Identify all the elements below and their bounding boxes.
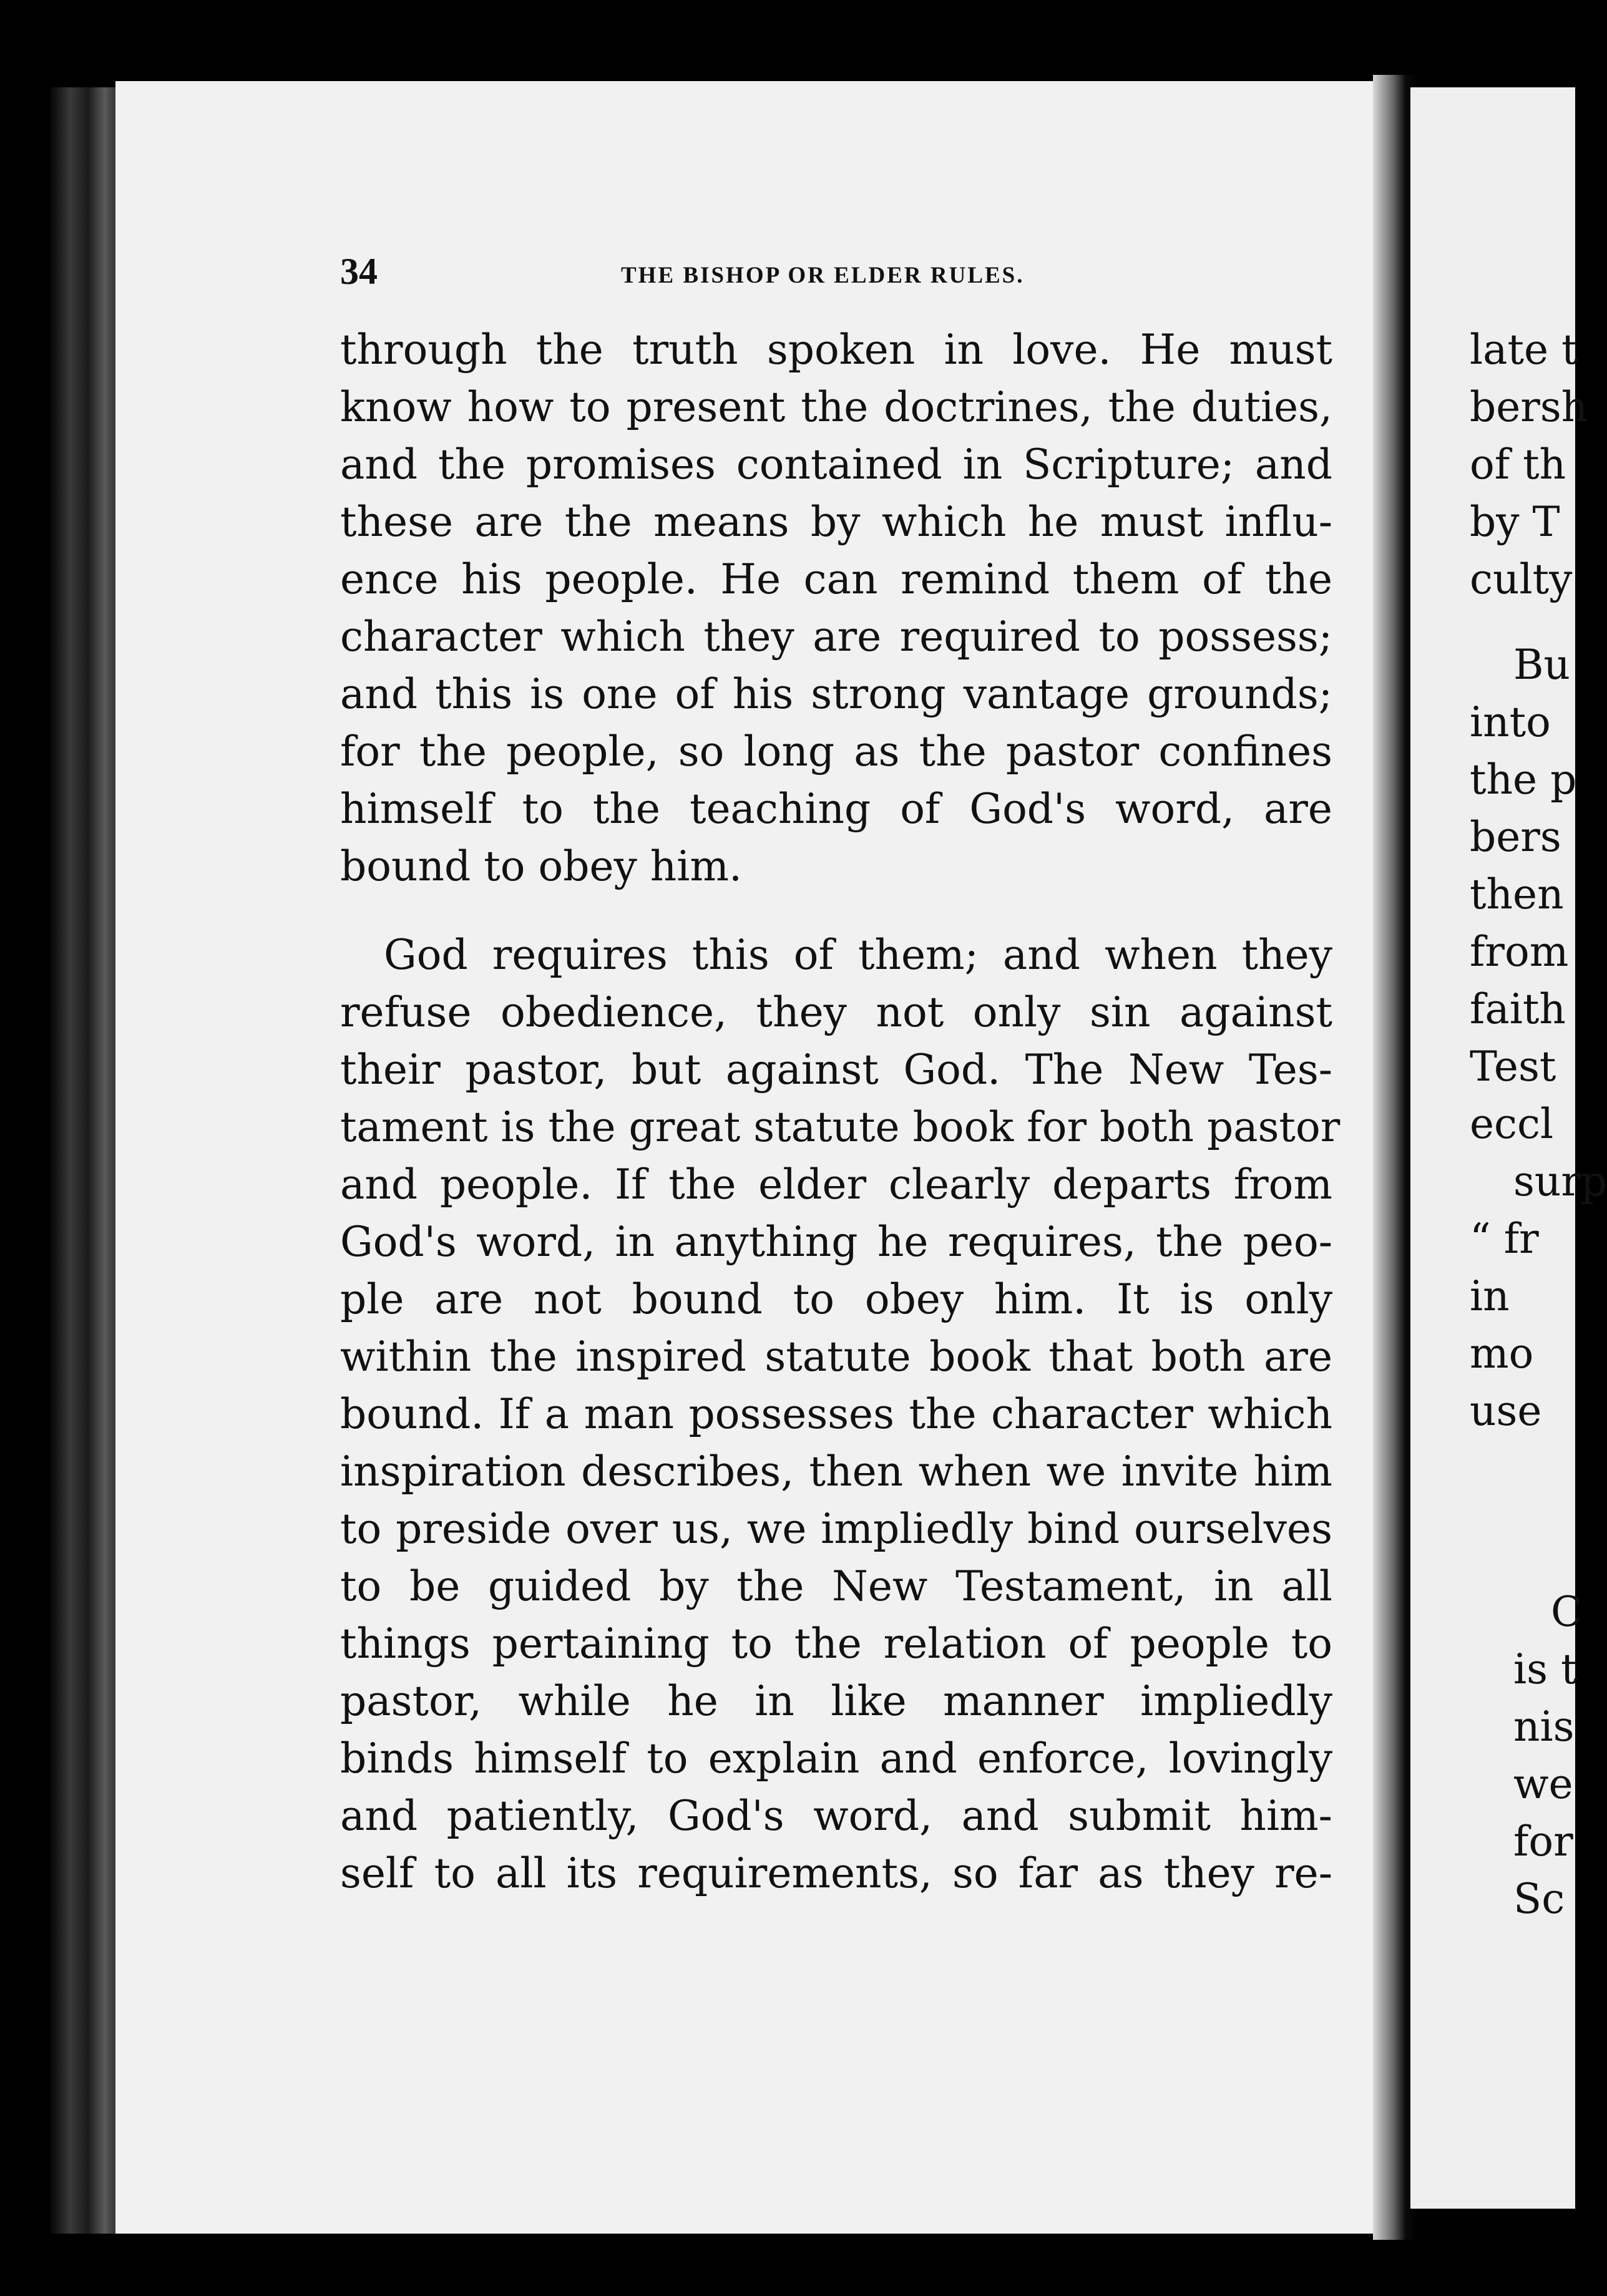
- text-line: himself to the teaching of God's word, are: [340, 785, 1332, 833]
- fragment-line: culty: [1470, 555, 1573, 603]
- text-line: know how to present the doctrines, the duties,: [340, 383, 1332, 431]
- fragment-gap: [1470, 1440, 1575, 1583]
- fragment-line: bers: [1470, 813, 1561, 861]
- text-line: to preside over us, we impliedly bind ourselves: [340, 1505, 1332, 1553]
- text-line: binds himself to explain and enforce, lovingly: [340, 1734, 1332, 1783]
- fragment-line: mo: [1470, 1330, 1534, 1378]
- text-line: pastor, while he in like manner impliedly: [340, 1677, 1332, 1725]
- fragment-line: from: [1470, 928, 1569, 976]
- fragment-line: nis: [1513, 1703, 1575, 1751]
- text-line: and this is one of his strong vantage grounds;: [340, 670, 1332, 718]
- body-text: [340, 321, 1341, 1902]
- fragment-line: eccl: [1470, 1100, 1554, 1148]
- fragment-line: in: [1470, 1272, 1510, 1320]
- fragment-line: surp: [1513, 1157, 1607, 1205]
- running-title: THE BISHOP OR ELDER RULES.: [621, 263, 1025, 288]
- text-line: their pastor, but against God. The New Tes-: [340, 1046, 1332, 1094]
- page-number: 34: [340, 251, 378, 292]
- text-line: within the inspired statute book that both are: [340, 1333, 1332, 1381]
- text-line: bound to obey him.: [340, 842, 742, 890]
- fragment-line: use: [1470, 1387, 1542, 1435]
- fragment-line: Sc: [1513, 1875, 1565, 1923]
- text-line: ence his people. He can remind them of the: [340, 555, 1332, 603]
- fragment-line: for: [1513, 1817, 1573, 1865]
- text-line: ple are not bound to obey him. It is only: [340, 1275, 1332, 1323]
- fragment-line: Bu: [1513, 641, 1571, 689]
- fragment-line: the p: [1470, 756, 1577, 804]
- fragment-line: we: [1513, 1760, 1573, 1808]
- paragraph-gap: [340, 895, 1332, 927]
- text-line: refuse obedience, they not only sin against: [340, 988, 1332, 1036]
- text-line: for the people, so long as the pastor confines: [340, 727, 1332, 776]
- fragment-line: of th: [1470, 440, 1566, 489]
- fragment-line: Test: [1470, 1043, 1556, 1091]
- paragraph: [340, 927, 1341, 1902]
- text-line: and people. If the elder clearly departs from: [340, 1160, 1332, 1209]
- text-line: to be guided by the New Testament, in all: [340, 1562, 1332, 1610]
- fragment-line: bersh: [1470, 383, 1588, 431]
- fragment-line: late t: [1470, 326, 1578, 374]
- paragraph: [340, 321, 1332, 895]
- fragment-line: “ fr: [1470, 1215, 1539, 1263]
- text-line: inspiration describes, then when we invite him: [340, 1447, 1332, 1496]
- fragment-line: into: [1470, 698, 1551, 746]
- text-line: through the truth spoken in love. He must: [340, 326, 1332, 374]
- text-line: God requires this of them; and when they: [384, 931, 1332, 979]
- fragment-line: is t: [1513, 1645, 1578, 1693]
- running-head: [340, 243, 1339, 299]
- text-line: and the promises contained in Scripture; and: [340, 440, 1332, 489]
- text-line: self to all its requirements, so far as they re-: [340, 1849, 1332, 1897]
- right-page-text-fragment: [1470, 321, 1607, 1928]
- fragment-gap: [1470, 608, 1575, 636]
- book-spine-edge: [50, 87, 119, 2234]
- text-line: bound. If a man possesses the character which: [340, 1390, 1332, 1438]
- text-line: and patiently, God's word, and submit him-: [340, 1792, 1332, 1840]
- text-line: God's word, in anything he requires, the peo-: [340, 1218, 1332, 1266]
- fragment-line: then: [1470, 870, 1564, 918]
- text-line: things pertaining to the relation of people to: [340, 1620, 1332, 1668]
- text-line: these are the means by which he must influ-: [340, 498, 1332, 546]
- text-line: tament is the great statute book for both pastor: [340, 1103, 1341, 1151]
- fragment-line: C: [1551, 1588, 1583, 1636]
- text-line: character which they are required to possess;: [340, 613, 1332, 661]
- fragment-line: by T: [1470, 498, 1560, 546]
- fragment-line: faith: [1470, 985, 1566, 1033]
